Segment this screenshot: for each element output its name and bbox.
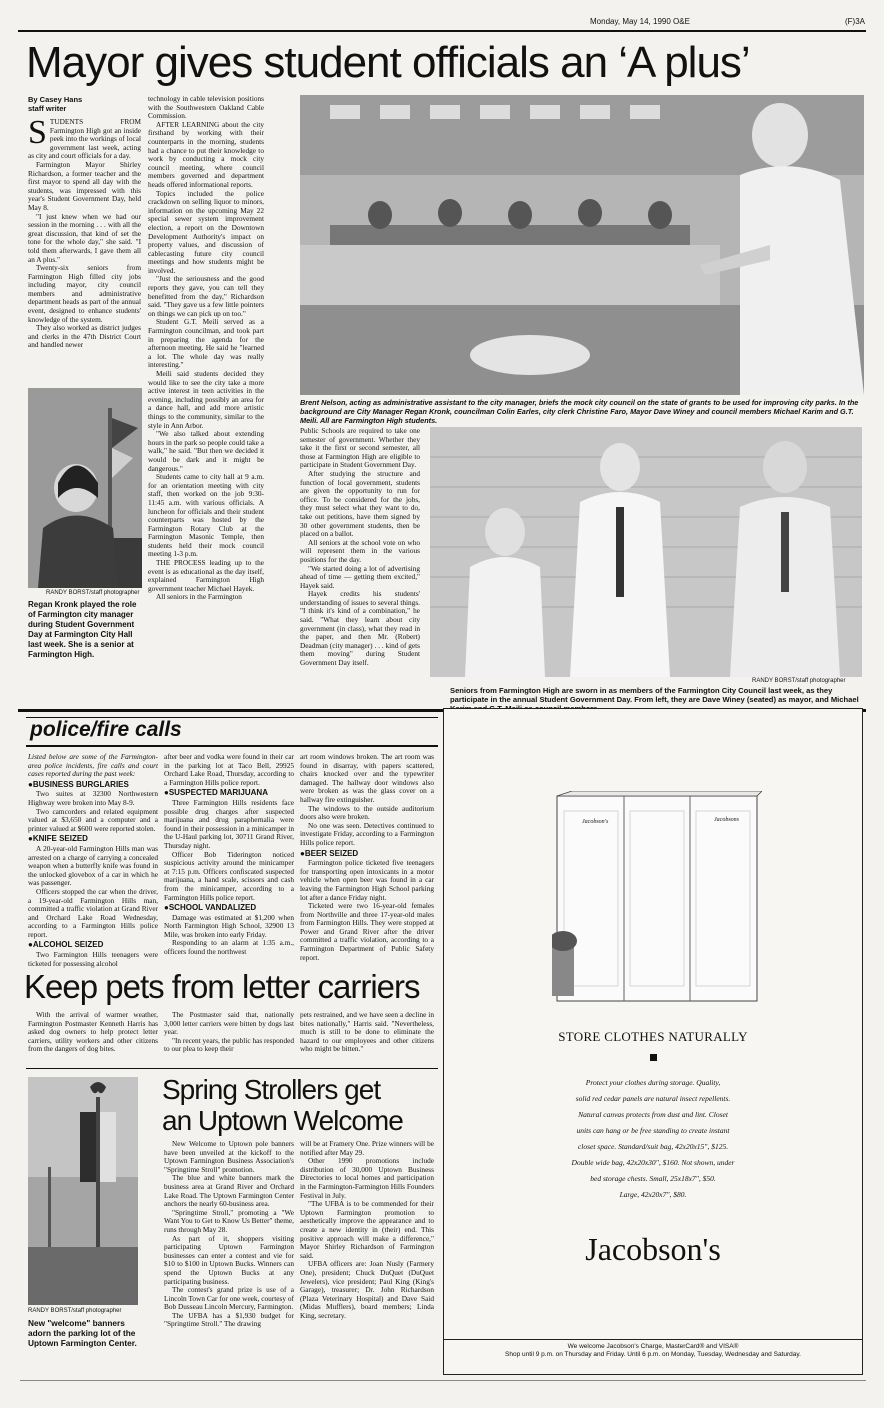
photo-caption: Brent Nelson, acting as administrative assistant to the city manager, briefs the mock city council on the state of grants to be used for improving city parks. In the background are City Manager Regan Kronk, councilman Colin Earles, city clerk Christine Faro, Mayor Dave Winey and council members Michael Karim and G.T. Meili. All are Farmington High students. [300, 398, 859, 425]
police-intro: Listed below are some of the Farmington-area police incidents, fire calls and court cases reported during the past week: [28, 753, 158, 779]
photo-illustration [28, 388, 142, 588]
strollers-paragraph: "The UFBA is to be commended for their Uptown Farmington promotion to aesthetically improve the appearance and to create a new identity in (their) end. This positive approach will make a difference," Mayor Shirley Richardson of Farmington said. [300, 1199, 434, 1260]
article-paragraph: "We started doing a lot of advertising ahead of time — getting them excited," Hayek said. [300, 563, 420, 590]
pets-headline: Keep pets from letter carriers [24, 968, 420, 1005]
photo-caption: Regan Kronk played the role of Farmington city manager during Student Government Day at Farmington City Hall last week. She is a senior at Farmington High. [28, 600, 137, 659]
police-column-1 [28, 753, 158, 993]
article-paragraph: Hayek credits his students' understanding of issues to several things. "I think it's kind of a combination," he said. "What they learn about city government (in class), what they read in the paper, and then Mr. (Robert) Deadman (city manager) . . . kind of gets them moving" during Student Government Day itself. [300, 589, 420, 668]
pets-paragraph: pets restrained, and we have seen a decline in bites nationally," Harris said. "Nevertheless, much is still to be done to eliminate the hazard to our employees and other citizens who might be bitten." [300, 1011, 434, 1054]
photo-uptown-banners [28, 1077, 138, 1305]
strollers-headline-line-2: an Uptown Welcome [162, 1105, 403, 1136]
ad-headline: STORE CLOTHES NATURALLY [558, 1029, 748, 1044]
article-paragraph: After studying the structure and function of local government, students are given the opportunity to run for office. To be considered for the jobs, they must select what they want to do, take out petitions, have them signed by 30 other government students, then be placed on a ballot. [300, 468, 420, 539]
police-column-2 [164, 753, 294, 993]
ad-copy-line: units can hang or be free standing to create instant [576, 1126, 730, 1135]
pets-bottom-rule [26, 1068, 438, 1069]
article-paragraph: All seniors at the school vote on who will represent them in the various positions for the day. [300, 537, 420, 564]
police-paragraph: after beer and vodka were found in their car in the parking lot at Taco Bell, 29925 Orchard Lake Road, Thursday, according to a Farmington Hills police report. [164, 753, 294, 787]
article-paragraph: Meili said students decided they would like to see the city take a more active interest in teen activities in the evening, including possibly an area for a dance hall, and add more artistic things to the community, similar to the style in Ann Arbor. [148, 369, 264, 430]
article-paragraph: "I just knew when we had our session in the morning . . . with all the great discussion, that kind of set the tone for the whole day," she said. "I told them afterwards, I gave them all an A plus." [28, 211, 141, 264]
article-paragraph: TUDENTS FROM Farmington High got an inside peek into the workings of local government last week, acting as city and court officials for a day. [28, 118, 141, 161]
mayor-column-3 [300, 427, 420, 689]
article-paragraph: Farmington Mayor Shirley Richardson, a former teacher and the first mayor to spend all day with the students, was impressed with this year's Student Government Day, held May 8. [28, 159, 141, 212]
header-date: Monday, May 14, 1990 O&E [590, 17, 690, 26]
police-title-rule [26, 745, 438, 747]
byline-title: staff writer [28, 104, 67, 113]
police-top-rule [26, 717, 438, 718]
pets-paragraph: With the arrival of warmer weather, Farmington Postmaster Kenneth Harris has asked dog owners to help protect letter carriers, utility workers and other citizens from the dangers of dog bites. [28, 1011, 158, 1054]
police-paragraph: Farmington police ticketed five teenagers for transporting open intoxicants in a motor vehicle when open beer was found in a car leaving the Farmington High School parking lot after a dance Friday night. [300, 858, 434, 902]
police-paragraph: Responding to an alarm at 1:35 a.m., officers found the northwest [164, 938, 294, 957]
police-paragraph: art room windows broken. The art room was found in disarray, with papers scattered, chairs knocked over and the typewriter damaged. The hallway door windows also were broken as was the glass cover on a hallway fire extinguisher. [300, 753, 434, 804]
ad-copy-line: Natural canvas protects from dust and lint. Closet [578, 1110, 728, 1119]
article-paragraph: Topics included the police crackdown on selling liquor to minors, information on the upcoming May 22 special sewer system improvement election, a report on the Downtown Development Authority's impact on property values, and discussion of cablecasting future city council meetings and how students might be involved. [148, 188, 264, 275]
article-paragraph: technology in cable television positions with the Southwestern Oakland Cable Commission. [148, 95, 264, 121]
photo-illustration [28, 1077, 138, 1305]
police-paragraph: Officer Bob Tiderington noticed suspicious activity around the minicamper at 7:15 p.m. Officers confiscated suspected marijuana, a hand scale, scissors and cash from the minicamper, according to a Farmington Hills police report. [164, 849, 294, 902]
police-paragraph: The windows to the outside auditorium doors also were broken. [300, 803, 434, 822]
police-paragraph: Damage was estimated at $1,200 when North Farmington High School, 32900 13 Mile, was broken into early Friday. [164, 912, 294, 939]
ad-footer-line-2: Shop until 9 p.m. on Thursday and Friday. Until 6 p.m. on Monday, Tuesday, Wednesday and Saturday. [505, 1351, 801, 1358]
ad-copy [444, 1075, 862, 1203]
ad-copy-line: Double wide bag, 42x20x30", $160. Not shown, under [571, 1158, 735, 1167]
strollers-paragraph: "Springtime Stroll," promoting a "We Want You to Get to Know Us Better" theme, runs through May 28. [164, 1207, 294, 1234]
strollers-headline-line-1: Spring Strollers get [162, 1074, 381, 1105]
jacobsons-logo: Jacobson's [585, 1231, 721, 1267]
drop-cap: S [28, 118, 47, 151]
police-section-title: police/fire calls [30, 718, 182, 741]
article-paragraph: "Just the seriousness and the good reports they gave, you can tell they benefitted from the day," Richardson said. "They gave us a few little pointers on things we can pick up on too." [148, 274, 264, 318]
photo-illustration [300, 95, 864, 395]
photo-regan-kronk [28, 388, 142, 588]
article-paragraph: THE PROCESS leading up to the event is as educational as the day itself, explained Farmington High government teacher Michael Hayek. [148, 558, 264, 593]
strollers-paragraph: The contest's grand prize is use of a Lincoln Town Car for one week, courtesy of Bob Dusseau Lincoln Mercury, Farmington. [164, 1285, 294, 1312]
ad-tag-right: Jacobsons [714, 817, 739, 823]
photo-credit: RANDY BORST/staff photographer [752, 678, 846, 684]
pets-paragraph: "In recent years, the public has responded to our plea to keep their [164, 1035, 294, 1054]
police-paragraph: Ticketed were two 16-year-old females from Northville and three 17-year-old males from Farmington Hills. They were stopped at Power and Grand River after the driver committed a traffic violation, according to a Farmington Department of Public Safety report. [300, 901, 434, 962]
article-paragraph: AFTER LEARNING about the city firsthand by working with their counterparts in the morning, students had a chance to put their knowledge to work by conducting a mock city council meeting, where council members governed and department heads offered informational reports. [148, 119, 264, 189]
mayor-headline: Mayor gives student officials an ‘A plus’ [26, 38, 750, 87]
article-paragraph: "We also talked about extending hours in the park so people could take a walk," he said. "But then we decided it would be dark and it might be dangerous." [148, 429, 264, 473]
police-paragraph: Three Farmington Hills residents face possible drug charges after suspected marijuana and drug paraphernalia were found in their possession in a minicamper in the U-Haul parking lot, 30711 Grand River, Thursday night. [164, 797, 294, 850]
photo-caption: New "welcome" banners adorn the parking lot of the Uptown Farmington Center. [28, 1318, 137, 1348]
police-column-3 [300, 753, 434, 993]
pets-paragraph: The Postmaster said that, nationally 3,000 letter carriers were bitten by dogs last year. [164, 1011, 294, 1037]
ad-footer-rule [444, 1339, 862, 1340]
photo-credit: RANDY BORST/staff photographer [46, 590, 140, 596]
photo-mock-council [300, 95, 864, 395]
mayor-column-1 [28, 118, 141, 382]
ad-copy-line: bed storage chests. Small, 25x18x7", $50. [590, 1174, 716, 1183]
article-paragraph: Twenty-six seniors from Farmington High filled city jobs including mayor, city council members and administrative department heads as part of the annual event, designed to enhance students' knowledge of the system. [28, 263, 141, 324]
ad-tag-left: Jacobson's [582, 819, 609, 825]
police-subhead: ● KNIFE SEIZED [28, 835, 158, 844]
article-paragraph: Student G.T. Meili served as a Farmington councilman, and took part in preparing the agenda for the afternoon meeting. He said he "learned a lot. The whole day was really interesting." [148, 317, 264, 370]
header-page-id: (F)3A [845, 17, 865, 26]
ad-copy-line: Large, 42x20x7", $80. [619, 1190, 687, 1199]
police-subhead: ● SUSPECTED MARIJUANA [164, 789, 294, 798]
article-paragraph: All seniors in the Farmington [156, 592, 242, 602]
photo-illustration [430, 427, 862, 677]
police-paragraph: Officers stopped the car when the driver, a 19-year-old Farmington Hills man, committed a traffic violation at Grand River and Orchard Lake Road Wednesday, according to a Farmington Hills police report. [28, 886, 158, 939]
page-header [0, 14, 884, 28]
ad-copy-line: solid red cedar panels are natural insect repellents. [575, 1094, 731, 1103]
police-paragraph: Two Farmington Hills teenagers were ticketed for possessing alcohol [28, 950, 158, 968]
ad-copy-line: closet space. Standard/suit bag, 42x20x15", $125. [577, 1142, 729, 1151]
strollers-headline [162, 1074, 403, 1136]
pets-column-1 [28, 1011, 158, 1071]
police-subhead: ● BUSINESS BURGLARIES [28, 781, 158, 790]
ad-copy-line: Protect your clothes during storage. Quality, [585, 1078, 721, 1087]
article-paragraph: Public Schools are required to take one semester of government. Whether they take it the first or second semester, all those at Farmington High are eligible to participate in Student Government Day. [300, 427, 420, 470]
police-paragraph: No one was seen. Detectives continued to investigate Friday, according to a Farmington Hills police report. [300, 820, 434, 847]
strollers-paragraph: UFBA officers are: Joan Nusly (Farmery One), president; Chuck DuQuet (DuQuet Jewelers), vice president; Paul King (King's Garage), treasurer; Dr. John Richardson (Plaza Veterinary Hospital) and Dave Said (Midas Mufflers), board members; Linda King, secretary. [300, 1259, 434, 1320]
article-paragraph: Students came to city hall at 9 a.m. for an orientation meeting with city staff, then worked on the job 9:30-11:45 a.m. with various officials. A luncheon for officials and their student counterparts was hosted by the Farmington Rotary Club at the Farmington Masonic Temple, then students held their mock council meeting 1-3 p.m. [148, 472, 264, 559]
mayor-column-2 [148, 95, 264, 685]
strollers-paragraph: Other 1990 promotions include distribution of 30,000 Uptown Business Directories to local homes and participation in the Farmington-Farmington Hills Founders Festival in July. [300, 1156, 434, 1200]
strollers-paragraph: will be at Framery One. Prize winners will be notified after May 29. [300, 1140, 434, 1157]
strollers-paragraph: The blue and white banners mark the business area at Grand River and Orchard Lake Road. The Uptown Farmington Center anchors the nearly 60-business area. [164, 1173, 294, 1209]
ad-footer-line-1: We welcome Jacobson's Charge, MasterCard® and VISA® [567, 1343, 739, 1350]
pets-column-2 [164, 1011, 294, 1071]
byline-name: By Casey Hans [28, 95, 83, 104]
police-paragraph: Two camcorders and related equipment valued at $3,650 and a computer and a printer valued at $600 were reported stolen. [28, 806, 158, 833]
photo-swearing-in [430, 427, 862, 677]
police-subhead: ● SCHOOL VANDALIZED [164, 904, 294, 913]
strollers-paragraph: New Welcome to Uptown pole banners have been unveiled at the kickoff to the Uptown Farmington Business Association's "Springtime Stroll" promotion. [164, 1140, 294, 1174]
byline [28, 95, 82, 113]
header-rule [18, 30, 866, 32]
strollers-column-2 [300, 1140, 434, 1368]
strollers-column-1 [164, 1140, 294, 1368]
square-bullet-icon [650, 1054, 657, 1061]
photo-credit: RANDY BORST/staff photographer [28, 1308, 122, 1314]
strollers-paragraph: The UFBA has a $1,930 budget for "Springtime Stroll." The drawing [164, 1310, 294, 1329]
ad-footer [444, 1343, 862, 1359]
police-paragraph: Two suites at 32300 Northwestern Highway were broken into May 8-9. [28, 789, 158, 807]
police-paragraph: A 20-year-old Farmington Hills man was arrested on a charge of carrying a concealed weapon when a butterfly knife was found in the unlocked glovebox of a car in which he was passenger. [28, 843, 158, 888]
jacobsons-ad [443, 708, 863, 1375]
page-bottom-rule [20, 1380, 866, 1381]
police-subhead: ● BEER SEIZED [300, 850, 434, 859]
pets-column-3 [300, 1011, 434, 1071]
photo-caption: Seniors from Farmington High are sworn in as members of the Farmington City Council last week, as they participate in the annual Student Government Day. From left, they are Dave Winey (seated) as mayor, and Michael [450, 686, 859, 704]
police-subhead: ● ALCOHOL SEIZED [28, 941, 158, 950]
strollers-paragraph: As part of it, shoppers visiting participating Uptown Farmington businesses can enter a contest and vie for $10 to $100 in Uptown Bucks. Winners can spend the Uptown Bucks at any participating business. [164, 1233, 294, 1286]
article-paragraph: They also worked as district judges and clerks in the 47th District Court and handled newer [28, 323, 141, 350]
